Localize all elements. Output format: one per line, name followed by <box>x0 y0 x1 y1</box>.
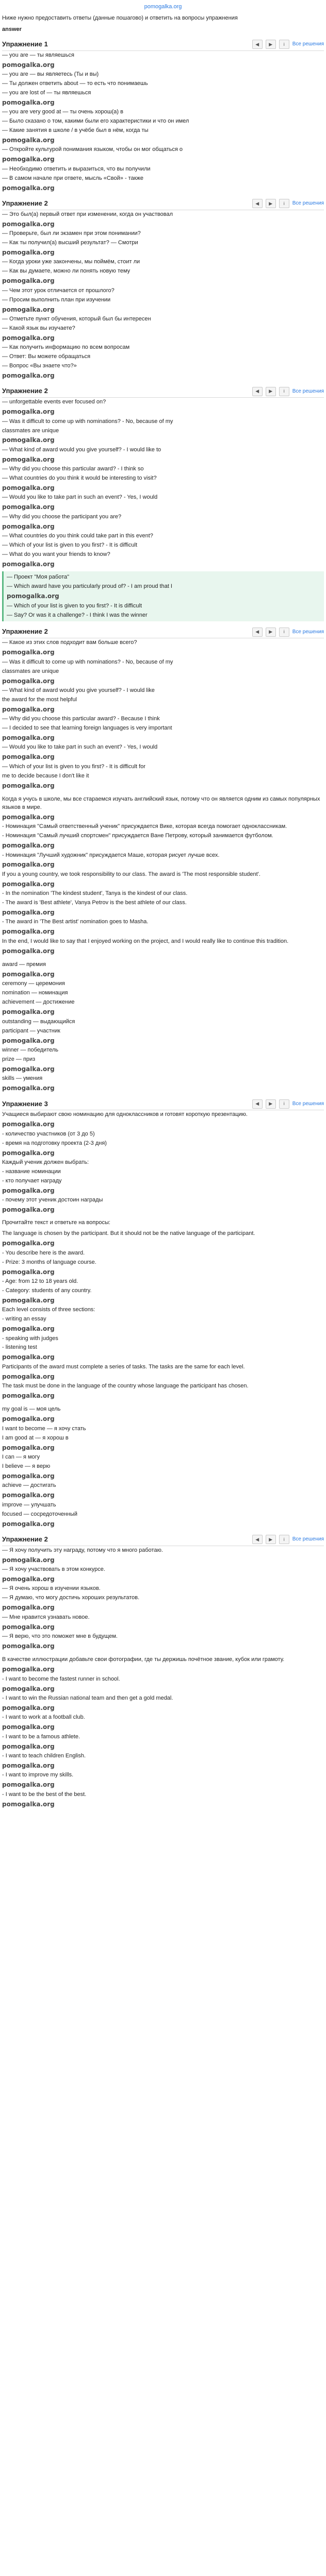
text-line: - Номинация "Самый ответственный ученик" присуждается Вике, которая всегда помогает одноклассникам. <box>2 823 287 830</box>
exercise-bar <box>2 38 324 51</box>
exercise-tools <box>252 40 324 49</box>
watermark: pomogalka.org <box>2 880 55 888</box>
text-line: - I want to be a famous athlete. <box>2 1733 80 1740</box>
text-line: — Чем этот урок отличается от прошлого? <box>2 287 115 294</box>
text-line: prize — приз <box>2 1056 36 1062</box>
exercise-title: Упражнение 2 <box>2 1535 48 1543</box>
watermark: pomogalka.org <box>2 522 55 530</box>
text-line: If you a young country, we took responsibility to our class. The award is 'The most responsible student'. <box>2 871 260 877</box>
text-line: achieve — достигать <box>2 1482 56 1489</box>
text-line: - writing an essay <box>2 1316 46 1323</box>
watermark: pomogalka.org <box>2 156 55 163</box>
text-line: - The award is 'Best athlete', Vanya Petrov is the best athlete of our class. <box>2 900 187 906</box>
text-line: Each level consists of three sections: <box>2 1307 95 1313</box>
article <box>2 795 324 956</box>
next-icon[interactable]: ▶ <box>266 40 276 49</box>
watermark: pomogalka.org <box>2 503 55 511</box>
text-line: - I want to teach children English. <box>2 1752 86 1759</box>
text-line: I am good at — я хорош в <box>2 1434 69 1441</box>
text-line: classmates are unique <box>2 427 59 434</box>
all-solutions-link[interactable]: Все решения <box>292 629 324 635</box>
prev-icon[interactable]: ◀ <box>252 199 263 208</box>
watermark: pomogalka.org <box>2 1444 55 1451</box>
text-line: — Как получить информацию по всем вопросам <box>2 344 130 351</box>
watermark: pomogalka.org <box>2 1121 55 1128</box>
exercise-bar <box>2 197 324 210</box>
text-line: — Why did you choose this particular award? - Because I think <box>2 716 160 722</box>
exercise-title: Упражнение 3 <box>2 1099 48 1108</box>
text-line: I want to become — я хочу стать <box>2 1425 86 1432</box>
text-line: - I want to be the best of the best. <box>2 1791 87 1798</box>
text-line: - почему этот ученик достоин награды <box>2 1197 103 1204</box>
watermark: pomogalka.org <box>2 436 55 444</box>
section-lines <box>2 398 324 569</box>
watermark: pomogalka.org <box>2 1008 55 1016</box>
watermark: pomogalka.org <box>2 1240 55 1247</box>
watermark: pomogalka.org <box>2 1623 55 1631</box>
text-line: participant — участник <box>2 1027 60 1034</box>
text-line: — Как вы думаете, можно ли понять новую тему <box>2 268 131 275</box>
watermark: pomogalka.org <box>2 1704 55 1711</box>
text-line: - количество участников (от 3 до 5) <box>2 1130 95 1137</box>
watermark: pomogalka.org <box>2 334 55 342</box>
watermark: pomogalka.org <box>2 455 55 463</box>
info-icon[interactable]: i <box>279 1099 289 1109</box>
all-solutions-link[interactable]: Все решения <box>292 388 324 394</box>
text-line: classmates are unique <box>2 668 59 674</box>
text-line: - Номинация "Лучший художник" присуждается Маше, которая рисует лучше всех. <box>2 852 220 858</box>
watermark: pomogalka.org <box>2 220 55 228</box>
text-line: award — премия <box>2 961 46 968</box>
text-line: - Номинация "Самый лучший спортсмен" присуждается Ване Петрову, который занимается футболом. <box>2 833 273 839</box>
section-intro: Прочитайте текст и ответьте на вопросы: <box>2 1219 110 1226</box>
info-icon[interactable]: i <box>279 40 289 49</box>
site-header[interactable]: pomogalka.org <box>144 4 182 10</box>
text-line: — What kind of award would you give yourself? - I would like to <box>2 446 161 453</box>
text-line: I believe — я верю <box>2 1463 51 1469</box>
prev-icon[interactable]: ◀ <box>252 387 263 396</box>
info-icon[interactable]: i <box>279 387 289 396</box>
section-3 <box>2 1098 324 1215</box>
text-line: — What countries do you think could take part in this event? <box>2 533 153 539</box>
watermark: pomogalka.org <box>2 1268 55 1276</box>
text-line: — unforgettable events ever focused on? <box>2 399 106 405</box>
text-line: focused — сосредоточенный <box>2 1511 78 1517</box>
text-line: — Would you like to take part in such an event? - Yes, I would <box>2 744 158 751</box>
text-line: - listening test <box>2 1344 37 1351</box>
text-line: — Откройте культурой понимания языком, чтобы он мог общаться о <box>2 146 183 153</box>
watermark: pomogalka.org <box>2 1492 55 1499</box>
text-line: improve — улучшать <box>2 1501 56 1508</box>
text-line: — Отметьте пункт обучения, который был бы интересен <box>2 315 151 322</box>
text-line: — you are very good at — ты очень хорош(а) в <box>2 109 123 115</box>
exercise-bar <box>2 1098 324 1111</box>
text-line: — Как ты получил(а) высший результат? — Смотри <box>2 240 138 246</box>
text-line: — Why did you choose the participant you are? <box>2 513 122 520</box>
watermark: pomogalka.org <box>2 1520 55 1528</box>
watermark: pomogalka.org <box>7 592 59 600</box>
watermark: pomogalka.org <box>2 1065 55 1073</box>
text-line: — Ответ: Вы можете обращаться <box>2 353 91 360</box>
next-icon[interactable]: ▶ <box>266 387 276 396</box>
text-line: outstanding — выдающийся <box>2 1018 75 1025</box>
section-lines <box>2 210 324 381</box>
watermark: pomogalka.org <box>2 1575 55 1583</box>
text-line: — you are — вы являетесь (Ты и вы) <box>2 71 99 77</box>
exercise-title: Упражнение 2 <box>2 387 48 395</box>
text-line: — Which of your list is given to you first? - It is difficult <box>7 602 142 609</box>
watermark: pomogalka.org <box>2 1800 55 1808</box>
intro-text: Ниже нужно предоставить ответы (данные пошагово) и ответить на вопросы упражнения <box>2 14 238 21</box>
watermark: pomogalka.org <box>2 1037 55 1044</box>
exercise-title: Упражнение 2 <box>2 628 48 636</box>
text-line: — Was it difficult to come up with nominations? - No, because of my <box>2 658 173 665</box>
info-icon[interactable]: i <box>279 199 289 208</box>
text-line: — Я думаю, что могу достичь хороших результатов. <box>2 1595 140 1601</box>
exercise-section <box>2 197 324 381</box>
text-line: — Проверьте, был ли экзамен при этом понимании? <box>2 230 141 237</box>
text-line: - In the nomination 'The kindest student', Tanya is the kindest of our class. <box>2 890 188 897</box>
watermark: pomogalka.org <box>2 928 55 936</box>
vocab-list-2 <box>2 1405 324 1529</box>
intro-label: answer <box>2 26 22 32</box>
text-line: skills — умения <box>2 1075 43 1082</box>
watermark: pomogalka.org <box>2 560 55 568</box>
text-line: — Which of your list is given to you first? - It is difficult for <box>2 763 145 770</box>
next-icon[interactable]: ▶ <box>266 199 276 208</box>
watermark: pomogalka.org <box>2 861 55 869</box>
text-line: Учащиеся выбирают свою номинацию для одноклассников и готовят короткую презентацию. <box>2 1111 248 1118</box>
section-lines <box>2 638 324 791</box>
section-lines <box>2 51 324 193</box>
prev-icon[interactable]: ◀ <box>252 628 263 637</box>
watermark: pomogalka.org <box>2 1472 55 1480</box>
exercise-section <box>2 385 324 569</box>
text-line: - I want to work at a football club. <box>2 1714 85 1721</box>
text-line: The language is chosen by the participant. But it should not be the native language of the participant. <box>2 1230 255 1237</box>
info-icon[interactable]: i <box>279 628 289 637</box>
text-line: winner — победитель <box>2 1046 59 1053</box>
prev-icon[interactable]: ◀ <box>252 1535 263 1544</box>
watermark: pomogalka.org <box>2 705 55 713</box>
text-line: me to decide because I don't like it <box>2 772 89 779</box>
exercise-section <box>2 38 324 193</box>
text-line: — Я очень хорош в изучении языков. <box>2 1585 101 1592</box>
watermark: pomogalka.org <box>2 1666 55 1673</box>
exercise-bar <box>2 625 324 638</box>
text-line: — Какие занятия в школе / в учёбе был в нём, когда ты <box>2 127 149 134</box>
text-line: Participants of the award must complete a series of tasks. The tasks are the same for each level. <box>2 1363 245 1370</box>
exercise-tools <box>252 628 324 637</box>
watermark: pomogalka.org <box>2 98 55 106</box>
watermark: pomogalka.org <box>2 1392 55 1400</box>
text-line: — What kind of award would you give yourself? - I would like <box>2 687 155 693</box>
text-line: - speaking with judges <box>2 1335 58 1342</box>
text-line: — Which award have you particularly proud of? - I am proud that I <box>7 583 172 590</box>
watermark: pomogalka.org <box>2 1149 55 1157</box>
all-solutions-link[interactable]: Все решения <box>292 1536 324 1543</box>
watermark: pomogalka.org <box>2 813 55 821</box>
exercise-tools <box>252 387 324 396</box>
text-line: — you are — ты являешься <box>2 52 74 58</box>
text-line: - I want to become the fastest runner in school. <box>2 1675 120 1682</box>
watermark: pomogalka.org <box>2 842 55 850</box>
exercise-bar <box>2 385 324 398</box>
text-line: — Проект "Моя работа" <box>7 574 70 581</box>
text-line: - время на подготовку проекта (2-3 дня) <box>2 1140 107 1146</box>
watermark: pomogalka.org <box>2 1415 55 1423</box>
text-line: — Необходимо ответить и выразиться, что вы получили <box>2 165 151 172</box>
closing <box>2 1655 324 1809</box>
text-line: - I want to win the Russian national team and then get a gold medal. <box>2 1695 173 1701</box>
text-line: — Would you like to take part in such an event? - Yes, I would <box>2 494 158 501</box>
text-line: — Было сказано о том, какими были его характеристики и что он имел <box>2 118 189 125</box>
text-line: my goal is — моя цель <box>2 1406 61 1413</box>
text-line: — Какой язык вы изучаете? <box>2 325 75 331</box>
section-lines <box>2 1546 324 1652</box>
text-line: - Prize: 3 months of language course. <box>2 1259 96 1265</box>
all-solutions-link[interactable]: Все решения <box>292 200 324 207</box>
watermark: pomogalka.org <box>2 1372 55 1380</box>
watermark: pomogalka.org <box>2 1206 55 1214</box>
text-line: — Когда уроки уже закончены, мы поймём, стоит ли <box>2 259 140 265</box>
watermark: pomogalka.org <box>2 1084 55 1092</box>
watermark: pomogalka.org <box>2 1187 55 1194</box>
text-line: I can — я могу <box>2 1454 40 1461</box>
watermark: pomogalka.org <box>2 734 55 742</box>
watermark: pomogalka.org <box>2 1296 55 1304</box>
text-line: - You describe here is the award. <box>2 1249 85 1256</box>
text-line: — Why did you choose this particular award? - I think so <box>2 466 144 472</box>
watermark: pomogalka.org <box>2 782 55 789</box>
text-line: - Age: from 12 to 18 years old. <box>2 1278 78 1285</box>
text-line: — Мне нравится узнавать новое. <box>2 1614 90 1620</box>
section-2b <box>2 625 324 791</box>
text-line: — What countries do you think it would be interesting to visit? <box>2 475 157 482</box>
section-4 <box>2 1219 324 1401</box>
section-lines <box>2 1110 324 1215</box>
text-line: — Просим выполнить план при изучении <box>2 296 111 303</box>
watermark: pomogalka.org <box>2 306 55 313</box>
text-line: Каждый ученик должен выбрать: <box>2 1159 89 1165</box>
text-line: — Say? Or was it a challenge? - I think I was the winner <box>7 612 148 618</box>
text-line: the award for the most helpful <box>2 696 77 703</box>
text-line: - The award in 'The Best artist' nomination goes to Masha. <box>2 919 149 925</box>
text-line: — you are lost of — ты являешься <box>2 89 91 96</box>
text-line: In the end, I would like to say that I enjoyed working on the project, and I would really like to continue this tradition. <box>2 938 289 944</box>
highlight-block <box>2 571 324 621</box>
next-icon[interactable]: ▶ <box>266 1535 276 1544</box>
watermark: pomogalka.org <box>2 1742 55 1750</box>
watermark: pomogalka.org <box>2 277 55 285</box>
text-line: — I decided to see that learning foreign languages is very important <box>2 725 172 732</box>
section-5 <box>2 1533 324 1651</box>
vocab-list <box>2 960 324 1093</box>
text-line: - Category: students of any country. <box>2 1287 92 1294</box>
watermark: pomogalka.org <box>2 1781 55 1789</box>
text-line: — В самом начале при ответе, мысль «Свой» - также <box>2 175 143 181</box>
watermark: pomogalka.org <box>2 1604 55 1612</box>
watermark: pomogalka.org <box>2 137 55 144</box>
watermark: pomogalka.org <box>2 649 55 656</box>
text-line: — Я хочу получить эту награду, потому что я много работаю. <box>2 1547 163 1553</box>
next-icon[interactable]: ▶ <box>266 1099 276 1109</box>
watermark: pomogalka.org <box>2 408 55 416</box>
sections-container <box>2 38 324 570</box>
text-line: — Я хочу участвовать в этом конкурсе. <box>2 1566 105 1573</box>
text-line: nomination — номинация <box>2 990 68 996</box>
text-line: - I want to improve my skills. <box>2 1772 74 1778</box>
info-icon[interactable]: i <box>279 1535 289 1544</box>
watermark: pomogalka.org <box>2 677 55 685</box>
prev-icon[interactable]: ◀ <box>252 1099 263 1109</box>
text-line: - кто получает награду <box>2 1177 62 1184</box>
watermark: pomogalka.org <box>2 372 55 380</box>
text-line: — Ты должен ответить about — то есть что понимаешь <box>2 80 148 87</box>
text-line: — Вопрос «Вы знаете что?» <box>2 363 77 369</box>
text-line: — Was it difficult to come up with nominations? - No, because of my <box>2 418 173 425</box>
section-lines <box>2 1229 324 1401</box>
watermark: pomogalka.org <box>2 1642 55 1650</box>
text-line: В качестве иллюстрации добавьте свои фотографии, где ты держишь почётное звание, кубок или грамоту. <box>2 1656 285 1663</box>
next-icon[interactable]: ▶ <box>266 628 276 637</box>
exercise-title: Упражнение 1 <box>2 40 48 48</box>
watermark: pomogalka.org <box>2 1353 55 1361</box>
text-line: achievement — достижение <box>2 999 75 1006</box>
all-solutions-link[interactable]: Все решения <box>292 1100 324 1107</box>
exercise-tools <box>252 1535 324 1544</box>
text-line: — Это был(а) первый ответ при изменении, когда он участвовал <box>2 211 173 217</box>
prev-icon[interactable]: ◀ <box>252 40 263 49</box>
watermark: pomogalka.org <box>2 1723 55 1731</box>
text-line: — Какое из этих слов подходит вам больше всего? <box>2 639 137 646</box>
text-line: - название номинации <box>2 1168 61 1175</box>
watermark: pomogalka.org <box>2 1761 55 1769</box>
watermark: pomogalka.org <box>2 184 55 192</box>
text-line: ceremony — церемония <box>2 980 65 987</box>
watermark: pomogalka.org <box>2 971 55 978</box>
exercise-title: Упражнение 2 <box>2 199 48 207</box>
watermark: pomogalka.org <box>2 947 55 955</box>
all-solutions-link[interactable]: Все решения <box>292 41 324 47</box>
watermark: pomogalka.org <box>2 484 55 492</box>
watermark: pomogalka.org <box>2 61 55 69</box>
text-line: The task must be done in the language of the country whose language the participant has chosen. <box>2 1383 249 1389</box>
text-line: — Я верю, что это поможет мне в будущем. <box>2 1633 118 1640</box>
exercise-tools <box>252 199 324 208</box>
exercise-bar <box>2 1533 324 1546</box>
watermark: pomogalka.org <box>2 1685 55 1692</box>
text-line: Когда я учусь в школе, мы все стараемся изучать английский язык, потому что он является одним из самых популярных языков в мире. <box>2 796 320 810</box>
watermark: pomogalka.org <box>2 909 55 917</box>
watermark: pomogalka.org <box>2 1556 55 1564</box>
watermark: pomogalka.org <box>2 1325 55 1333</box>
text-line: — What do you want your friends to know? <box>2 551 110 557</box>
text-line: — Which of your list is given to you first? - It is difficult <box>2 542 138 549</box>
exercise-tools <box>252 1099 324 1109</box>
watermark: pomogalka.org <box>2 249 55 257</box>
watermark: pomogalka.org <box>2 753 55 761</box>
